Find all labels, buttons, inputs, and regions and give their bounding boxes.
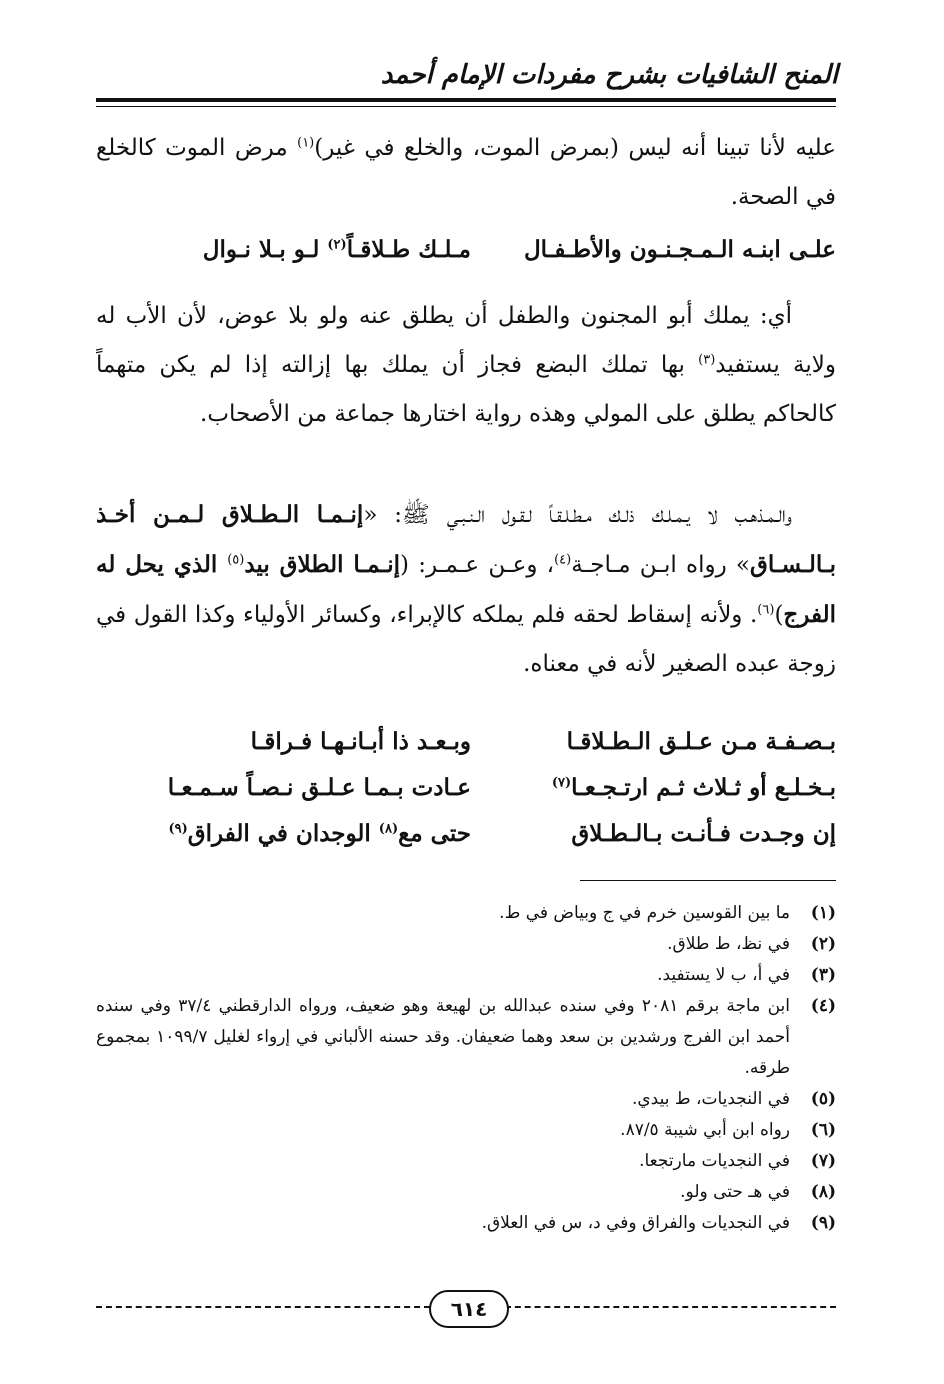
footer-dashed-rule-left <box>96 1306 430 1308</box>
footnote-text: في النجديات، ط بيدي. <box>631 1089 790 1109</box>
paragraph-1 <box>96 124 836 222</box>
verse-3-right-text: بـخـلـع أو ثـلاث ثـم ارتـجـعـا <box>571 774 836 801</box>
header-rule-thick <box>96 98 836 102</box>
footnote-number: (٢) <box>810 934 836 954</box>
footnote-ref-1: (١) <box>297 135 315 151</box>
footnote-number: (٩) <box>810 1213 836 1233</box>
umar-quote-b: الذي يحل له الفرج <box>96 551 836 628</box>
footnote-ref-5: (٥) <box>227 552 245 568</box>
footnote-item <box>96 929 836 960</box>
verse-3-hemistich-left: عـادت بـمـا عـلـق نـصـاً سـمـعـا <box>167 774 471 801</box>
footnote-number: (٤) <box>810 996 836 1016</box>
footnote-text: في أ، ب لا يستفيد. <box>657 965 790 985</box>
footnote-number: (٨) <box>810 1182 836 1202</box>
paragraph-3-text-d: ) <box>774 602 784 628</box>
footnote-number: (١) <box>810 903 836 923</box>
paragraph-3-text-e: . ولأنه إسقاط لحقه فلم يملكه كالإبراء، وكسائر الأولياء وكذا القول في زوجة عبده الصغير لأنه في معناه. <box>96 602 836 677</box>
footnote-ref-6: (٦) <box>757 602 775 618</box>
footnote-text: في نظ، ط طلاق. <box>667 934 790 954</box>
footnote-ref-2: (٢) <box>327 237 347 253</box>
page-number-badge: ٦١٤ <box>429 1290 509 1328</box>
verse-1-hemistich-right: علـى ابنـه الـمـجـنـون والأطـفـال <box>523 236 836 263</box>
footnote-text: في النجديات والفراق وفي د، س في العلاق. <box>481 1213 790 1233</box>
footnote-item <box>96 960 836 991</box>
paragraph-3-text-a: والـمـذهـب لا يـمـلـك ذلـك مـطـلـقـاً لـقـول الـنـبـي ﷺ: « <box>363 502 792 528</box>
footnote-text: ما بين القوسين خرم في ج وبياض في ط. <box>499 903 790 923</box>
running-header-title: المنح الشافيات بشرح مفردات الإمام أحمد <box>380 60 838 90</box>
footnote-number: (٥) <box>810 1089 836 1109</box>
footnote-number: (٧) <box>810 1151 836 1171</box>
footnote-ref-9: (٩) <box>168 821 188 837</box>
footnote-item <box>96 1115 836 1146</box>
footnote-text: ابن ماجة برقم ٢٠٨١ وفي سنده عبدالله بن لهيعة وهو ضعيف، ورواه الدارقطني ٣٧/٤ وفي سنده أحمد ابن الفرج ورشدين بن سعد وهما ضعيفان. وقد حسنه الألباني في إرواء لغليل ١٠٩٩/٧ بمجموع طرقه. <box>96 996 790 1078</box>
hadith-quote: إنـمـا الـطـلاق لـمـن أخـذ بـالـسـاق <box>96 501 836 578</box>
footnote-separator <box>580 880 836 881</box>
verse-4-hemistich-left <box>96 814 471 854</box>
paragraph-3 <box>96 490 836 689</box>
verse-1-left-a: مـلـك طـلاقـاً <box>346 236 471 263</box>
verse-line-1 <box>96 230 836 270</box>
paragraph-1-text-b: مرض الموت كالخلع في الصحة. <box>96 135 836 210</box>
paragraph-2-text-a: أي: يملك أبو المجنون والطفل أن يطلق عنه ولو بلا عوض، لأن الأب له ولاية يستفيد <box>96 303 836 378</box>
verse-3-hemistich-right <box>491 768 836 808</box>
verse-2-hemistich-left: وبـعـد ذا أبـانـهـا فـراقـا <box>250 728 471 755</box>
verse-4-left-b: الوجدان في الفراق <box>187 820 379 847</box>
footer-dashed-rule-right <box>505 1306 836 1308</box>
footnote-item <box>96 898 836 929</box>
paragraph-2 <box>96 292 836 439</box>
verse-line-4 <box>96 814 836 854</box>
verse-2-hemistich-right: بـصـفـة مـن عـلـق الـطـلاقـا <box>566 728 836 755</box>
footnote-text: في النجديات مارتجعا. <box>639 1151 790 1171</box>
footnotes-list <box>96 898 836 1239</box>
footnote-item <box>96 1084 836 1115</box>
footnote-item <box>96 991 836 1084</box>
footnote-number: (٦) <box>810 1120 836 1140</box>
footnote-text: رواه ابن أبي شيبة ٨٧/٥. <box>620 1120 790 1140</box>
verse-line-2 <box>96 722 836 762</box>
paragraph-2-text-b: بها تملك البضع فجاز أن يملك بها إزالته إذا لم يكن متهماً كالحاكم يطلق على المولي وهذه رواية اختارها جماعة من الأصحاب. <box>96 352 836 427</box>
verse-4-left-a: حتى مع <box>398 820 471 847</box>
verse-1-left-b: لـو بـلا نـوال <box>202 236 328 263</box>
paragraph-3-text-b: » رواه ابـن مـاجـة <box>571 552 750 578</box>
footnote-item <box>96 1208 836 1239</box>
footnote-ref-4: (٤) <box>554 552 572 568</box>
verse-1-hemistich-left <box>96 230 471 270</box>
paragraph-3-text-c: ، وعـن عـمـر: ( <box>400 552 555 578</box>
header-rule-thin <box>96 106 836 107</box>
footnote-item <box>96 1177 836 1208</box>
umar-quote-a: إنـمـا الطلاق بيد <box>244 551 401 578</box>
footnote-number: (٣) <box>810 965 836 985</box>
footnote-ref-8: (٨) <box>378 821 399 837</box>
footnote-text: في هـ حتى ولو. <box>680 1182 790 1202</box>
verse-4-hemistich-right: إن وجـدت فـأنـت بـالـطـلاق <box>571 820 836 847</box>
footnote-ref-3: (٣) <box>698 352 716 368</box>
footnote-ref-7: (٧) <box>551 775 572 791</box>
footnote-item <box>96 1146 836 1177</box>
verse-line-3 <box>96 768 836 808</box>
paragraph-1-text-a: عليه لأنا تبينا أنه ليس (بمرض الموت، والخلع في غير) <box>314 135 836 161</box>
